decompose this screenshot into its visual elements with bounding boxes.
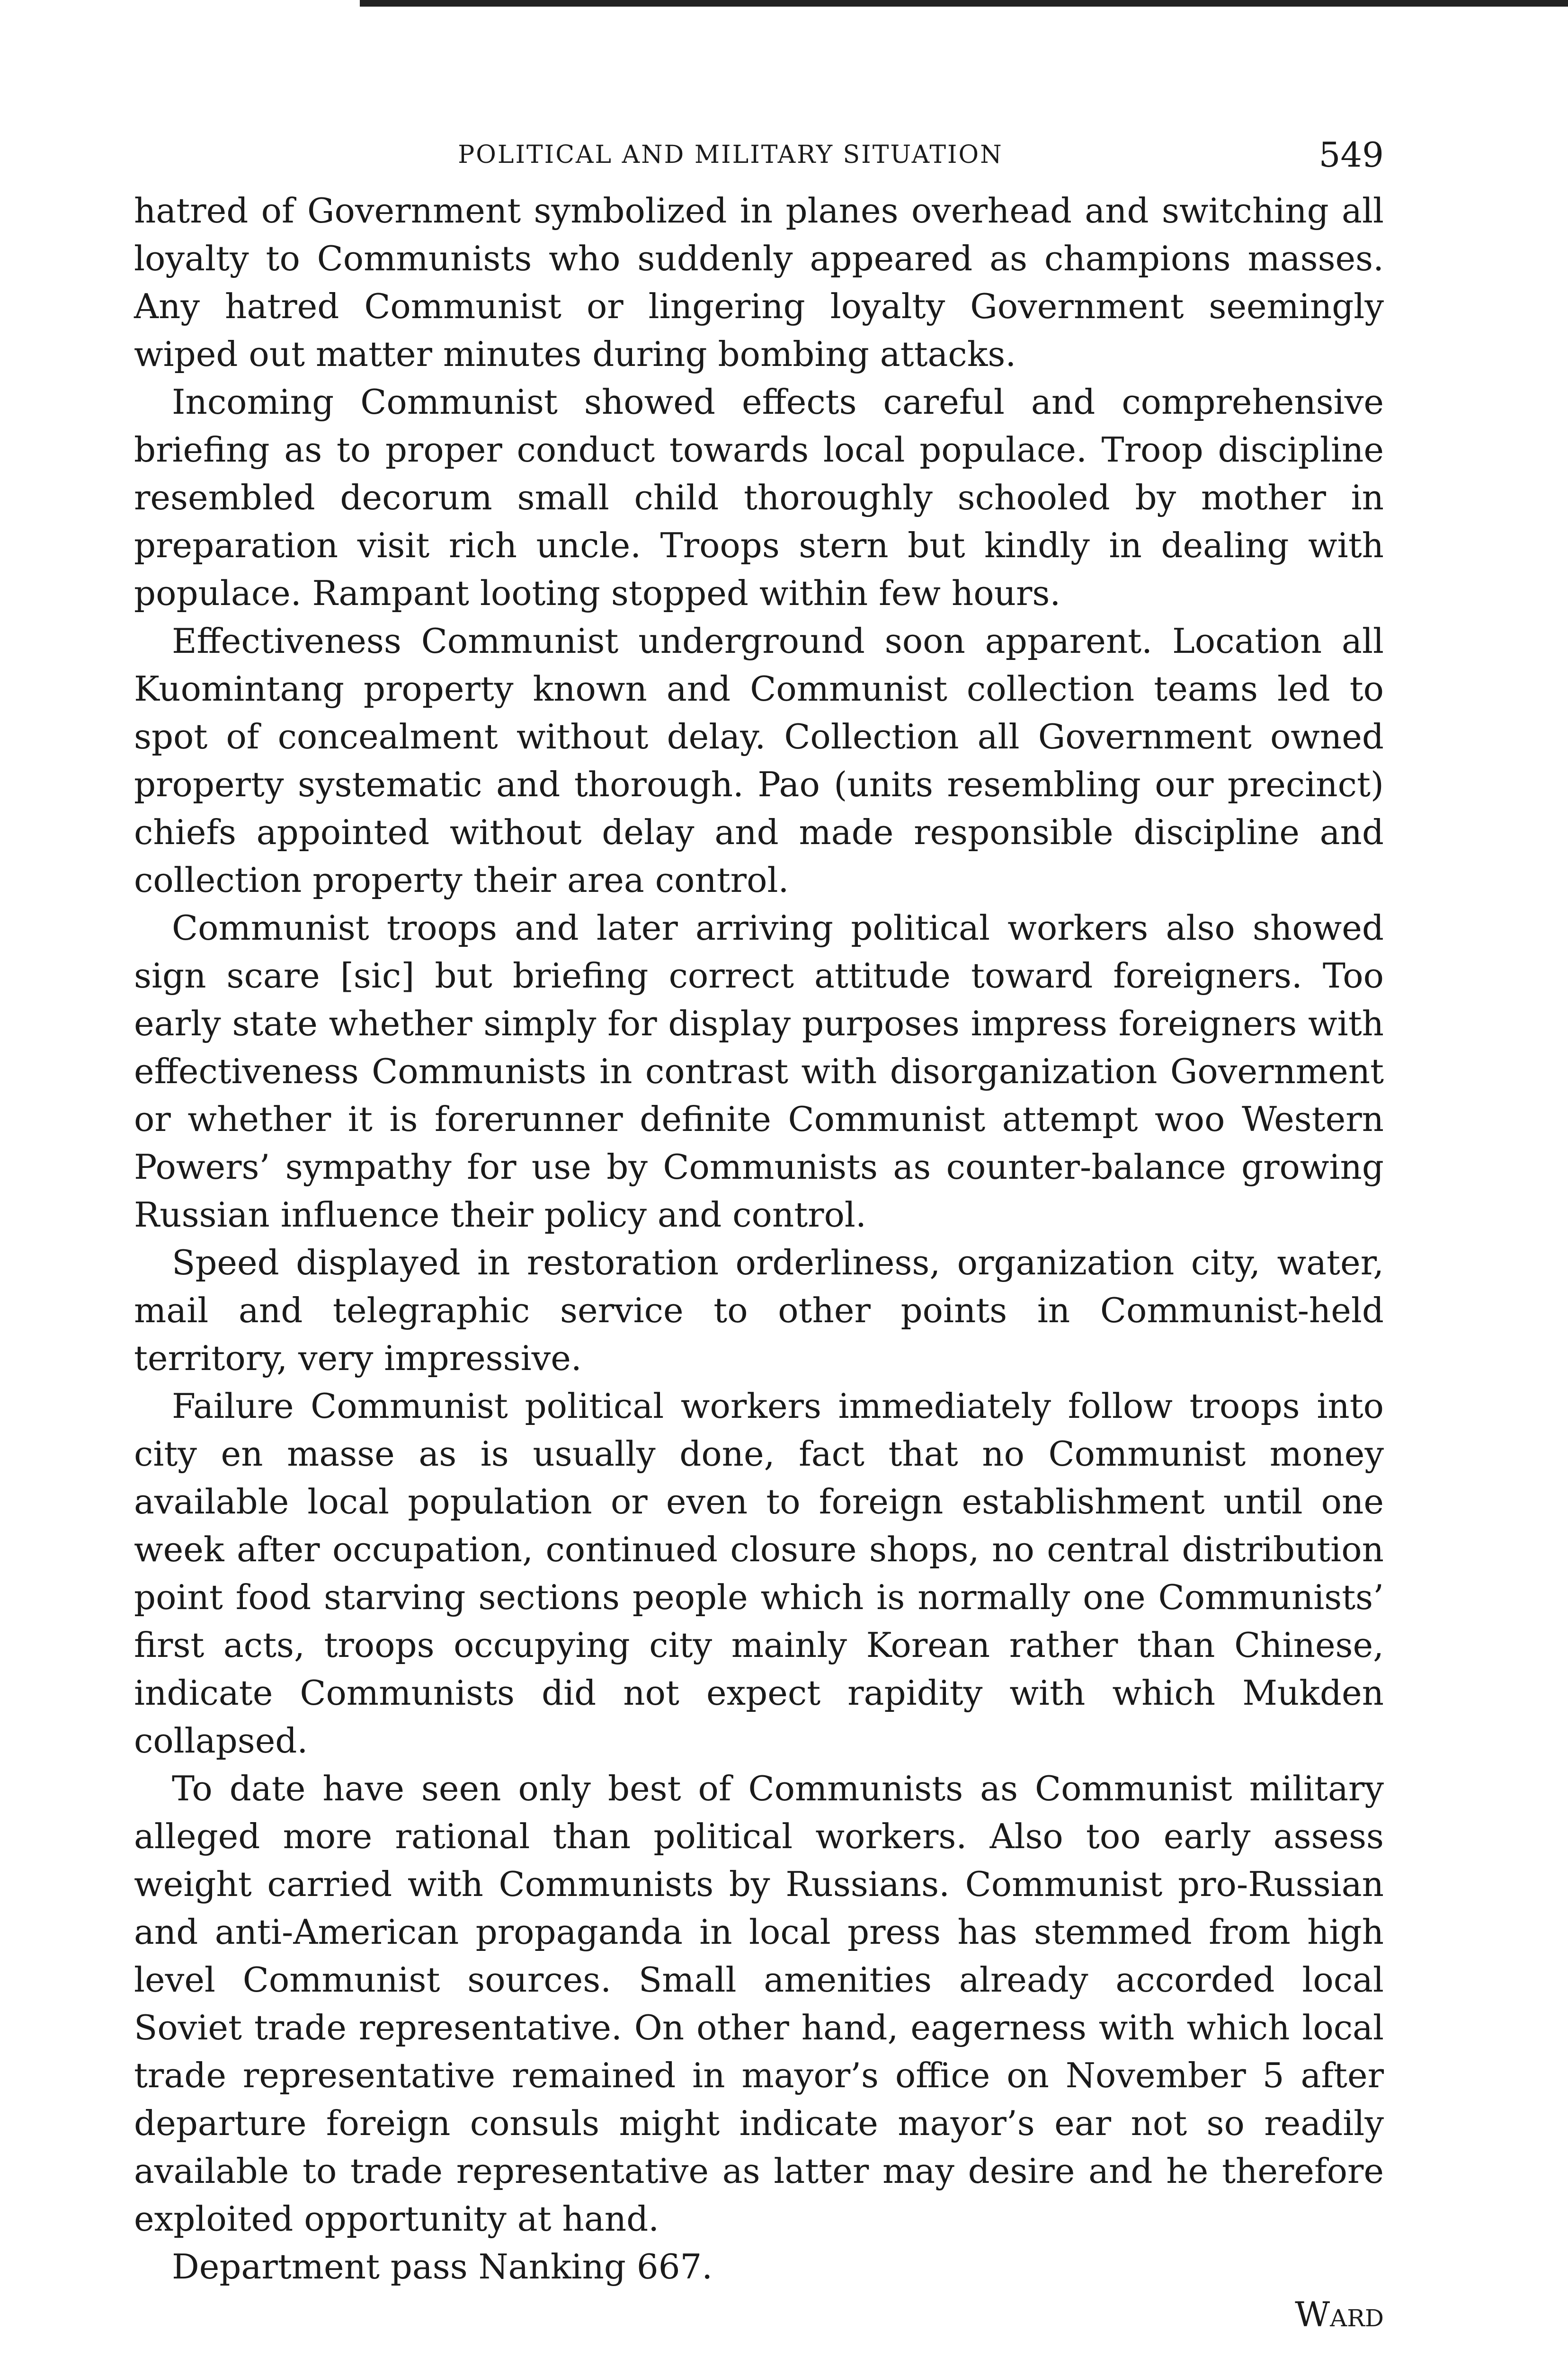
signature: Ward bbox=[1295, 2295, 1384, 2334]
paragraph-4: Communist troops and later arriving political workers also showed sign scare [sic] but briefing correct attitude toward foreigners. Too early state whether simply for display purposes impress foreigners with effectiveness Communists in contrast with disorganization Government or whether it is forerunner definite Communist attempt woo Western Powers’ sympathy for use by Communists as counter-balance growing Russian influence their policy and control. bbox=[134, 908, 1384, 1235]
paragraph-6: Failure Communist political workers immediately follow troops into city en masse as is usually done, fact that no Communist money available local population or even to foreign establishment until one week after occupation, continued closure shops, no central distribution point food starving sections people which is normally one Communists’ first acts, troops occupying city mainly Korean rather than Chinese, indicate Communists did not expect rapidity with which Mukden collapsed. bbox=[134, 1386, 1384, 1761]
paragraph-5: Speed displayed in restoration orderliness, organization city, water, mail and telegraphic service to other points in Communist-held territory, very impressive. bbox=[134, 1243, 1384, 1378]
top-edge-rule bbox=[360, 0, 1568, 7]
paragraph-2: Incoming Communist showed effects careful and comprehensive briefing as to proper conduct towards local populace. Troop discipline resembled decorum small child thoroughly schooled by mother in preparation visit rich uncle. Troops stern but kindly in dealing with populace. Rampant looting stopped within few hours. bbox=[134, 382, 1384, 613]
document-page bbox=[134, 135, 1384, 2339]
page-number: 549 bbox=[1319, 135, 1384, 175]
paragraph-7: To date have seen only best of Communists as Communist military alleged more rational than political workers. Also too early assess weight carried with Communists by Russians. Communist pro-Russian and anti-American propaganda in local press has stemmed from high level Communist sources. Small amenities already accorded local Soviet trade representative. On other hand, eagerness with which local trade representative remained in mayor’s office on November 5 after departure foreign consuls might indicate mayor’s ear not so readily available to trade representative as latter may desire and he therefore exploited opportunity at hand. bbox=[134, 1769, 1384, 2239]
running-title: POLITICAL AND MILITARY SITUATION bbox=[458, 141, 1003, 169]
paragraph-3: Effectiveness Communist underground soon apparent. Location all Kuomintang property known and Communist collection teams led to spot of concealment without delay. Collection all Government owned property systematic and thorough. Pao (units resembling our precinct) chiefs appointed without delay and made responsible discipline and collection property their area control. bbox=[134, 621, 1384, 900]
body-text bbox=[134, 187, 1384, 2291]
paragraph-1: hatred of Government symbolized in planes overhead and switching all loyalty to Communists who suddenly appeared as champions masses. Any hatred Communist or lingering loyalty Government seemingly wiped out matter minutes during bombing attacks. bbox=[134, 191, 1384, 374]
running-head bbox=[134, 135, 1384, 187]
paragraph-8: Department pass Nanking 667. bbox=[172, 2247, 713, 2287]
